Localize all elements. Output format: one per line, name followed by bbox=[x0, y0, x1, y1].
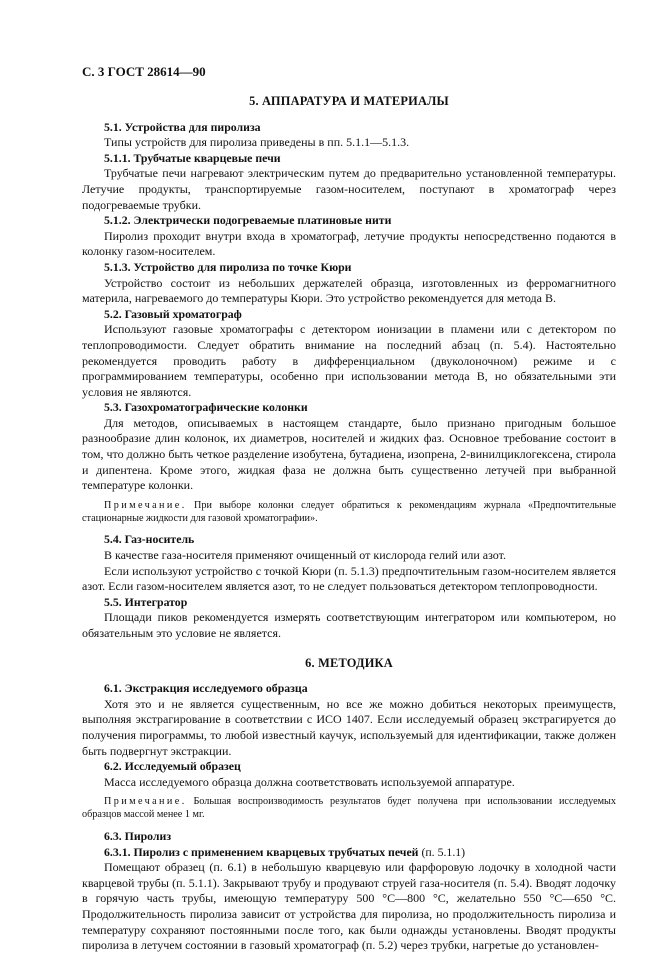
note-2-text: Большая воспроизводимость результатов будет получена при использовании исследуемых образцов массой менее 1 мг. bbox=[82, 796, 616, 821]
heading-5-1-1: 5.1.1. Трубчатые кварцевые печи bbox=[104, 150, 281, 165]
heading-6-1: 6.1. Экстракция исследуемого образца bbox=[104, 681, 308, 696]
paragraph-5-5: Площади пиков рекомендуется измерять соответствующим интегратором или компьютером, но обязательным это условие не является. bbox=[82, 610, 616, 640]
heading-5-4: 5.4. Газ-носитель bbox=[104, 532, 195, 547]
paragraph-5-3: Для методов, описываемых в настоящем стандарте, было признано пригодным большое разнообразие длин колонок, их диаметров, носителей и жидких фаз. Основное требование состоит в том, что должно быть четкое разделение изобутена, бутадиена, изопрена, 2-винилциклогексена, стирола и дипентена. Кроме этого, жидкая фаза не должна быть существенно летучей при выбранной температуре колонки. bbox=[82, 415, 616, 493]
heading-5-2: 5.2. Газовый хроматограф bbox=[104, 306, 242, 321]
note-1 bbox=[82, 500, 616, 526]
paragraph-5-4-a: В качестве газа-носителя применяют очищенный от кислорода гелий или азот. bbox=[104, 548, 506, 563]
note-1-text: При выборе колонки следует обратиться к рекомендациям журнала «Предпочтительные стационарные жидкости для газовой хроматографии». bbox=[82, 499, 617, 524]
heading-5-1-2: 5.1.2. Электрически подогреваемые платиновые нити bbox=[104, 213, 392, 228]
note-2-label: Примечание. bbox=[104, 796, 187, 808]
paragraph-5-4-b: Если используют устройство с точкой Кюри (п. 5.1.3) предпочтительным газом-носителем является азот. Если газом-носителем является азот, то не следует пользоваться детектором теплопроводности. bbox=[82, 563, 616, 594]
section-5-title: 5. АППАРАТУРА И МАТЕРИАЛЫ bbox=[249, 94, 449, 108]
paragraph-5-1-2: Пиролиз проходит внутри входа в хроматограф, летучие продукты непосредственно подаются в колонку газом-носителем. bbox=[82, 228, 616, 259]
heading-5-1-3: 5.1.3. Устройство для пиролиза по точке Кюри bbox=[104, 259, 352, 274]
heading-5-5: 5.5. Интегратор bbox=[104, 594, 188, 609]
paragraph-5-1-3: Устройство состоит из небольших держателей образца, изготовленных из ферромагнитного материла, нагреваемого до температуры Кюри. Это устройство рекомендуется для метода В. bbox=[82, 275, 616, 306]
heading-5-1: 5.1. Устройства для пиролиза bbox=[104, 119, 261, 134]
paragraph-5-1-1: Трубчатые печи нагревают электрическим путем до предварительно установленной температуры. Летучие продукты, транспортируемые газом-носителем, поступают в хроматограф через подогреваемые трубки. bbox=[82, 166, 616, 212]
paragraph-6-1: Хотя это и не является существенным, но все же можно добиться некоторых преимуществ, выполняя экстрагирование в соответствии с ИСО 1407. Если исследуемый образец экстрагируется до получения пирограммы, то любой известный каучук, используемый для идентификации, также должен быть подвергнут экстракции. bbox=[82, 696, 616, 758]
paragraph-5-1: Типы устройств для пиролиза приведены в пп. 5.1.1—5.1.3. bbox=[104, 135, 410, 150]
heading-6-2: 6.2. Исследуемый образец bbox=[104, 759, 241, 774]
heading-6-3: 6.3. Пиролиз bbox=[104, 828, 172, 843]
paragraph-6-2: Масса исследуемого образца должна соответствовать используемой аппаратуре. bbox=[104, 774, 515, 789]
heading-6-3-1 bbox=[82, 845, 616, 861]
page-header: С. 3 ГОСТ 28614—90 bbox=[82, 64, 206, 79]
paragraph-6-3-1: Помещают образец (п. 6.1) в небольшую кварцевую или фарфоровую лодочку в холодной части кварцевой трубы (п. 5.1.1). Закрывают трубу и продувают струей газа-носителя (п. 5.4). Вводят лодочку в горячую часть трубы, имеющую температуру 500 °С—800 °С, желательно 550 °С—650 °С. Продолжительность пиролиза зависит от устройства для пиролиза, но продолжительность пиролиза и температуру сохраняют постоянными после того, как были однажды установлены. Вводят продукты пиролиза в летучем состоянии в газовый хроматограф (п. 5.2) через трубки, нагретые до установлен- bbox=[82, 860, 616, 953]
section-6-title: 6. МЕТОДИКА bbox=[305, 655, 393, 670]
paragraph-5-2: Используют газовые хроматографы с детектором ионизации в пламени или с детектором по теплопроводимости. Следует обратить внимание на последний абзац (п. 5.4). Настоятельно рекомендуется проводить работу в дифференциальном (двуколоночном) режиме и с программированием температуры, особенно при использовании метода В, но обязательными эти условия не являются. bbox=[82, 322, 616, 399]
heading-6-3-1-title: 6.3.1. Пиролиз с применением кварцевых трубчатых печей bbox=[104, 844, 419, 859]
heading-5-3: 5.3. Газохроматографические колонки bbox=[104, 400, 308, 415]
note-2 bbox=[82, 796, 616, 822]
heading-6-3-1-ref: (п. 5.1.1) bbox=[421, 844, 466, 859]
note-1-label: Примечание. bbox=[104, 499, 187, 511]
document-body bbox=[82, 90, 616, 954]
